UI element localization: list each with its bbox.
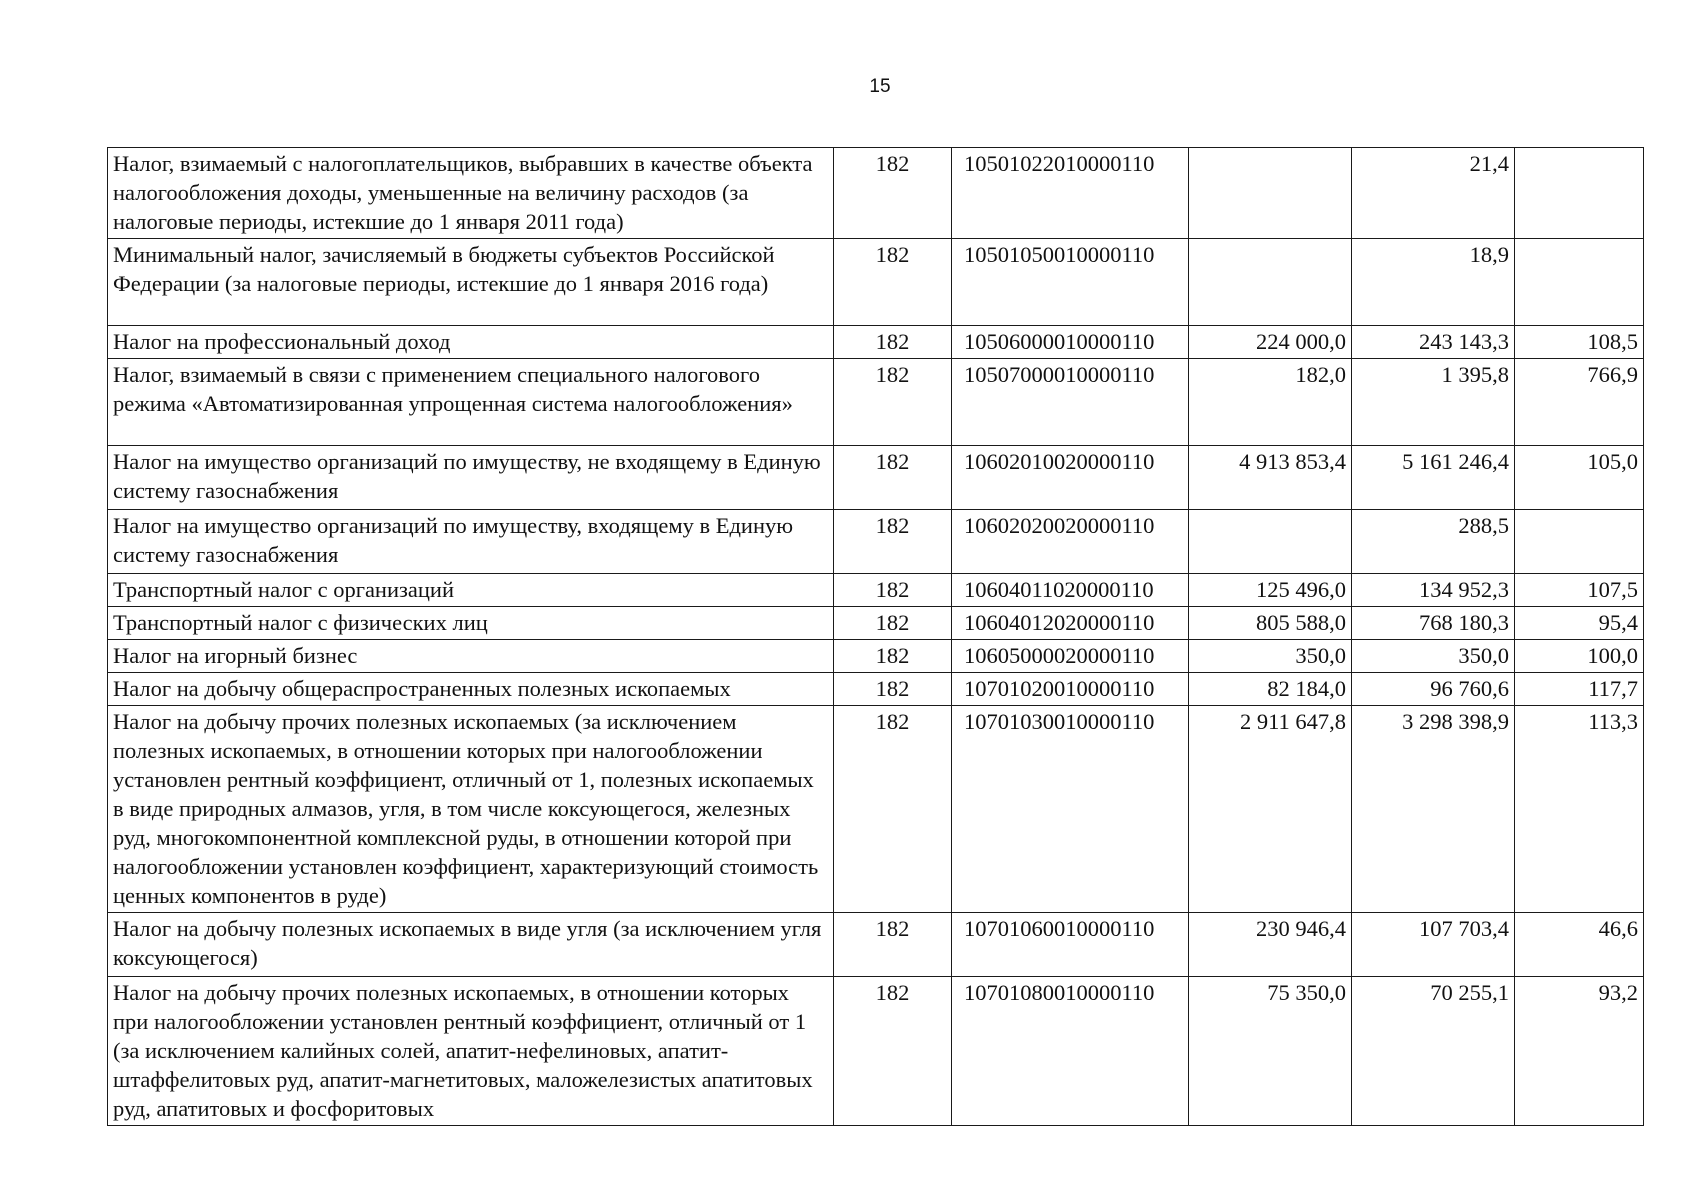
row-budget-code-cell: 10501022010000110 [952, 148, 1189, 239]
row-percent-cell: 46,6 [1515, 913, 1644, 977]
row-name-cell: Налог на профессиональный доход [108, 326, 834, 359]
row-name-cell: Налог на добычу прочих полезных ископаемых (за исключением полезных ископаемых, в отношении которых при налогообложении установлен рентный коэффициент, отличный от 1, полезных ископаемых в виде природных алмазов, угля, в том числе коксующегося, железных руд, многокомпонентной комплексной руды, в отношении которой при налогообложении установлен коэффициент, характеризующий стоимость ценных компонентов в руде) [108, 706, 834, 913]
row-admin-code-cell: 182 [834, 359, 952, 446]
row-plan-cell: 4 913 853,4 [1189, 446, 1352, 510]
row-plan-cell: 2 911 647,8 [1189, 706, 1352, 913]
row-percent-cell: 93,2 [1515, 977, 1644, 1126]
row-plan-cell: 230 946,4 [1189, 913, 1352, 977]
row-fact-cell: 243 143,3 [1352, 326, 1515, 359]
revenue-table-body [108, 148, 1644, 1126]
row-budget-code-cell: 10605000020000110 [952, 640, 1189, 673]
row-percent-cell: 107,5 [1515, 574, 1644, 607]
row-fact-cell: 350,0 [1352, 640, 1515, 673]
row-fact-cell: 70 255,1 [1352, 977, 1515, 1126]
row-plan-cell: 350,0 [1189, 640, 1352, 673]
row-percent-cell: 113,3 [1515, 706, 1644, 913]
row-fact-cell: 3 298 398,9 [1352, 706, 1515, 913]
row-percent-cell [1515, 239, 1644, 326]
row-name-cell: Минимальный налог, зачисляемый в бюджеты субъектов Российской Федерации (за налоговые периоды, истекшие до 1 января 2016 года) [108, 239, 834, 326]
table-row [108, 326, 1644, 359]
row-plan-cell [1189, 510, 1352, 574]
row-fact-cell: 107 703,4 [1352, 913, 1515, 977]
row-admin-code-cell: 182 [834, 446, 952, 510]
row-plan-cell: 125 496,0 [1189, 574, 1352, 607]
table-row [108, 239, 1644, 326]
row-name-cell: Налог на добычу общераспространенных полезных ископаемых [108, 673, 834, 706]
row-fact-cell: 288,5 [1352, 510, 1515, 574]
row-plan-cell: 805 588,0 [1189, 607, 1352, 640]
row-name-cell: Налог, взимаемый с налогоплательщиков, выбравших в качестве объекта налогообложения доходы, уменьшенные на величину расходов (за налоговые периоды, истекшие до 1 января 2011 года) [108, 148, 834, 239]
row-name-cell: Налог на игорный бизнес [108, 640, 834, 673]
table-row [108, 446, 1644, 510]
row-admin-code-cell: 182 [834, 148, 952, 239]
table-row [108, 574, 1644, 607]
table-row [108, 913, 1644, 977]
page-number: 15 [869, 76, 891, 97]
row-fact-cell: 134 952,3 [1352, 574, 1515, 607]
table-row [108, 977, 1644, 1126]
row-plan-cell: 82 184,0 [1189, 673, 1352, 706]
row-admin-code-cell: 182 [834, 326, 952, 359]
row-name-cell: Налог на имущество организаций по имуществу, не входящему в Единую систему газоснабжения [108, 446, 834, 510]
row-budget-code-cell: 10701060010000110 [952, 913, 1189, 977]
row-plan-cell: 182,0 [1189, 359, 1352, 446]
row-fact-cell: 96 760,6 [1352, 673, 1515, 706]
row-name-cell: Транспортный налог с физических лиц [108, 607, 834, 640]
row-fact-cell: 1 395,8 [1352, 359, 1515, 446]
row-plan-cell [1189, 239, 1352, 326]
row-budget-code-cell: 10602020020000110 [952, 510, 1189, 574]
row-percent-cell: 100,0 [1515, 640, 1644, 673]
row-plan-cell [1189, 148, 1352, 239]
row-admin-code-cell: 182 [834, 510, 952, 574]
row-budget-code-cell: 10501050010000110 [952, 239, 1189, 326]
row-percent-cell [1515, 148, 1644, 239]
row-percent-cell [1515, 510, 1644, 574]
row-admin-code-cell: 182 [834, 574, 952, 607]
row-percent-cell: 766,9 [1515, 359, 1644, 446]
row-fact-cell: 768 180,3 [1352, 607, 1515, 640]
row-admin-code-cell: 182 [834, 706, 952, 913]
row-budget-code-cell: 10701020010000110 [952, 673, 1189, 706]
table-row [108, 640, 1644, 673]
row-budget-code-cell: 10507000010000110 [952, 359, 1189, 446]
row-name-cell: Налог на добычу прочих полезных ископаемых, в отношении которых при налогообложении установлен рентный коэффициент, отличный от 1 (за исключением калийных солей, апатит-нефелиновых, апатит-штаффелитовых руд, апатит-магнетитовых, маложелезистых апатитовых руд, апатитовых и фосфоритовых [108, 977, 834, 1126]
row-budget-code-cell: 10604012020000110 [952, 607, 1189, 640]
row-percent-cell: 95,4 [1515, 607, 1644, 640]
row-admin-code-cell: 182 [834, 239, 952, 326]
row-fact-cell: 21,4 [1352, 148, 1515, 239]
row-admin-code-cell: 182 [834, 977, 952, 1126]
row-name-cell: Налог на добычу полезных ископаемых в виде угля (за исключением угля коксующегося) [108, 913, 834, 977]
table-row [108, 359, 1644, 446]
row-admin-code-cell: 182 [834, 640, 952, 673]
row-admin-code-cell: 182 [834, 673, 952, 706]
table-row [108, 673, 1644, 706]
table-row [108, 607, 1644, 640]
row-budget-code-cell: 10701030010000110 [952, 706, 1189, 913]
row-budget-code-cell: 10604011020000110 [952, 574, 1189, 607]
row-admin-code-cell: 182 [834, 913, 952, 977]
row-percent-cell: 108,5 [1515, 326, 1644, 359]
row-budget-code-cell: 10602010020000110 [952, 446, 1189, 510]
row-admin-code-cell: 182 [834, 607, 952, 640]
table-row [108, 706, 1644, 913]
row-budget-code-cell: 10506000010000110 [952, 326, 1189, 359]
table-row [108, 510, 1644, 574]
row-percent-cell: 105,0 [1515, 446, 1644, 510]
row-plan-cell: 75 350,0 [1189, 977, 1352, 1126]
row-fact-cell: 18,9 [1352, 239, 1515, 326]
row-percent-cell: 117,7 [1515, 673, 1644, 706]
revenue-table [107, 147, 1644, 1126]
row-budget-code-cell: 10701080010000110 [952, 977, 1189, 1126]
row-fact-cell: 5 161 246,4 [1352, 446, 1515, 510]
row-name-cell: Налог на имущество организаций по имуществу, входящему в Единую систему газоснабжения [108, 510, 834, 574]
row-plan-cell: 224 000,0 [1189, 326, 1352, 359]
table-row [108, 148, 1644, 239]
row-name-cell: Транспортный налог с организаций [108, 574, 834, 607]
row-name-cell: Налог, взимаемый в связи с применением специального налогового режима «Автоматизированная упрощенная система налогообложения» [108, 359, 834, 446]
